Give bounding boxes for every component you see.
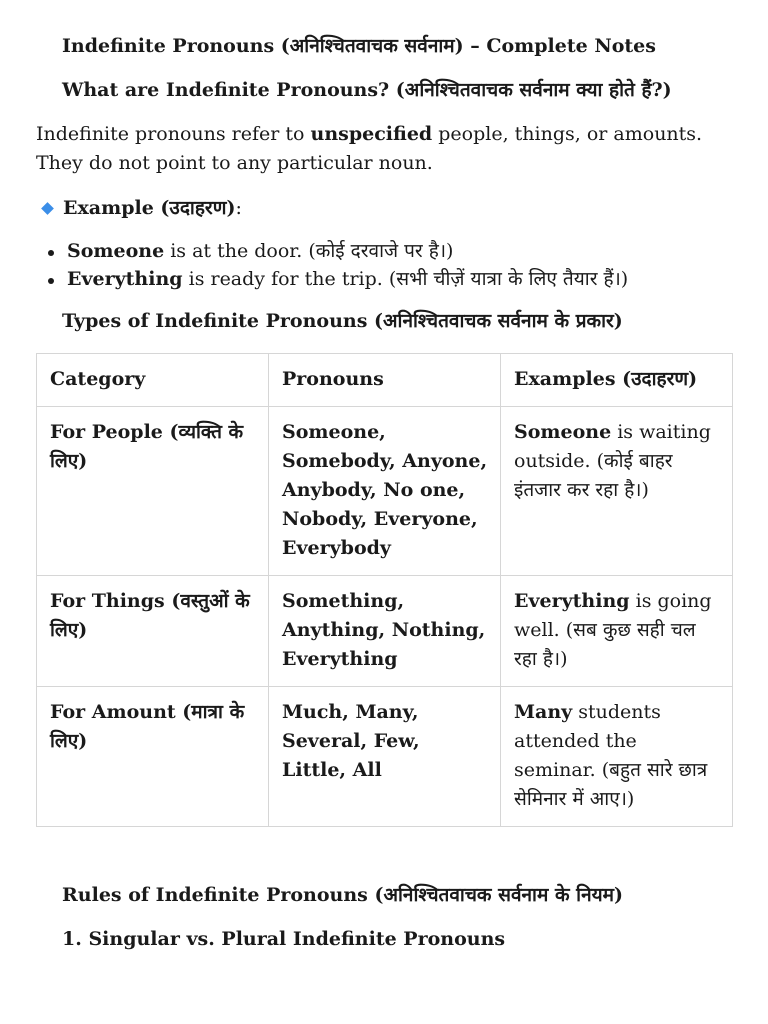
table-row [37,687,733,827]
example-cell-bold: Many [514,701,573,723]
category-cell: For Things (वस्तुओं के लिए) [37,576,269,687]
page-title: Indefinite Pronouns (अनिश्चितवाचक सर्वनाम) – Complete Notes [62,35,656,57]
example-heading [40,196,242,220]
pronouns-cell: Something, Anything, Nothing, Everything [269,576,501,687]
category-cell: For People (व्यक्ति के लिए) [37,407,269,576]
intro-paragraph [36,120,736,178]
example-list [48,237,628,293]
example-cell-bold: Everything [514,590,630,612]
table-row [37,576,733,687]
example-heading-colon: : [235,197,242,219]
example-bold-word: Someone [67,240,165,262]
example-cell-bold: Someone [514,421,612,443]
example-cell [501,576,733,687]
list-item [48,265,628,293]
types-table [36,353,733,827]
header-pronouns: Pronouns [269,354,501,407]
question-heading: What are Indefinite Pronouns? (अनिश्चितवाचक सर्वनाम क्या होते हैं?) [62,79,672,101]
rules-heading: Rules of Indefinite Pronouns (अनिश्चितवाचक सर्वनाम के नियम) [62,884,623,906]
example-bold-word: Everything [67,268,183,290]
intro-text-after: people, things, or amounts. They do not point to any particular noun. [36,123,703,174]
table-row [37,407,733,576]
example-text: is at the door. (कोई दरवाजे पर है।) [164,240,454,262]
example-text: is ready for the trip. (सभी चीज़ें यात्रा के लिए तैयार हैं।) [182,268,629,290]
intro-text-before: Indefinite pronouns refer to [36,123,311,145]
pronouns-cell: Much, Many, Several, Few, Little, All [269,687,501,827]
example-cell [501,687,733,827]
header-examples: Examples (उदाहरण) [501,354,733,407]
category-cell: For Amount (मात्रा के लिए) [37,687,269,827]
types-heading: Types of Indefinite Pronouns (अनिश्चितवाचक सर्वनाम के प्रकार) [62,310,623,332]
example-cell-text: is waiting outside. (कोई बाहर इंतजार कर रहा है।) [514,421,711,501]
list-item [48,237,628,265]
header-category: Category [37,354,269,407]
rule-1-heading: 1. Singular vs. Plural Indefinite Pronouns [62,928,506,950]
pronouns-cell: Someone, Somebody, Anyone, Anybody, No one, Nobody, Everyone, Everybody [269,407,501,576]
example-cell [501,407,733,576]
example-heading-label: Example (उदाहरण) [63,197,236,219]
example-cell-text: students attended the seminar. (बहुत सारे छात्र सेमिनार में आए।) [514,701,708,810]
intro-bold-word: unspecified [310,123,433,145]
table-header-row [37,354,733,407]
example-cell-text: is going well. (सब कुछ सही चल रहा है।) [514,590,712,670]
diamond-bullet-icon [41,202,54,215]
